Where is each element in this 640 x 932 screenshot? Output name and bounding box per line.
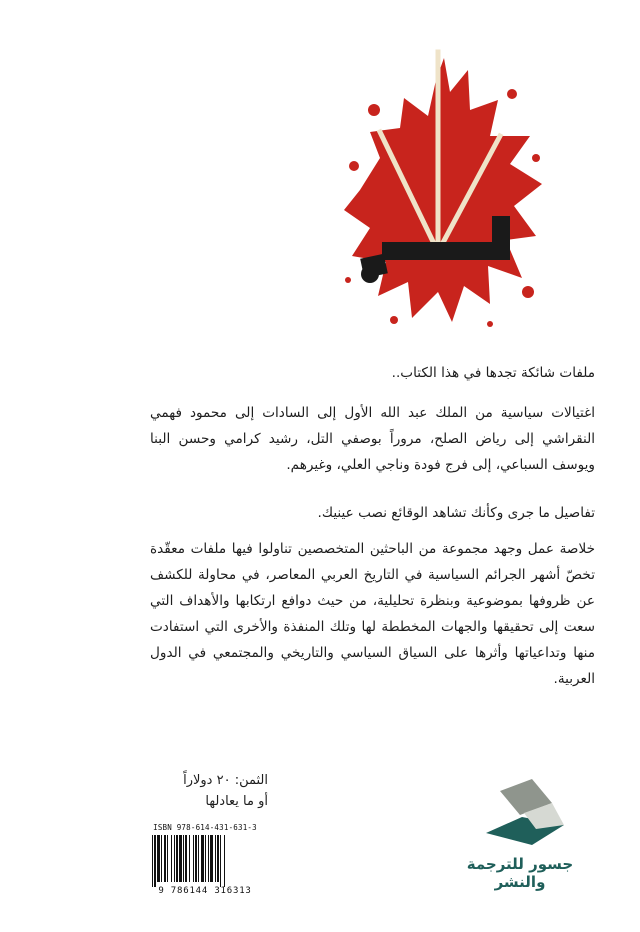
barcode-bar bbox=[201, 835, 204, 882]
barcode-bar bbox=[176, 835, 178, 882]
details-line: تفاصيل ما جرى وكأنك تشاهد الوقائع نصب عينيك. bbox=[317, 505, 595, 521]
barcode-bar bbox=[161, 835, 162, 882]
barcode-bar bbox=[198, 835, 199, 882]
price-line: الثمن: ٢٠ دولاراً bbox=[183, 773, 268, 788]
barcode-bar bbox=[210, 835, 213, 882]
barcode-bar bbox=[183, 835, 184, 882]
blood-splatter-illustration bbox=[340, 40, 550, 340]
barcode-bar bbox=[205, 835, 206, 882]
blood-splatter bbox=[344, 58, 542, 327]
publisher-name: جسور للترجمة والنشر bbox=[466, 855, 574, 891]
isbn-barcode bbox=[150, 823, 260, 899]
barcode-bar bbox=[224, 835, 225, 887]
price-equivalent-line: أو ما يعادلها bbox=[205, 794, 268, 809]
barcode-bar bbox=[174, 835, 175, 882]
barcode-bar bbox=[193, 835, 194, 882]
publisher-logo-icon bbox=[478, 775, 570, 853]
barcode-bar bbox=[164, 835, 166, 882]
assassinations-paragraph: اغتيالات سياسية من الملك عبد الله الأول إلى السادات إلى محمود فهمي النقراشي إلى رياض الصلح، مروراً بوصفي التل، رشيد كرامي وحسن البنا ويوسف السباعي، إلى فرج فودة وناجي العلي، وغيرهم. bbox=[150, 405, 595, 473]
barcode-bar bbox=[217, 835, 219, 882]
barcode-bar bbox=[171, 835, 172, 882]
barcode-bars bbox=[150, 835, 260, 887]
barcode-bar bbox=[167, 835, 168, 882]
barcode-bar bbox=[154, 835, 156, 887]
summary-paragraph: خلاصة عمل وجهد مجموعة من الباحثين المتخصصين تناولوا فيها ملفات معقّدة تخصّ أشهر الجرائم السياسية في التاريخ العربي المعاصر، في محاولة للكشف عن ظروفها بموضوعية وبنظرة تحليلية، من حيث دوافع ارتكابها والأهداف التي سعت إلى تحقيقها والجهات المخططة لها وتلك المنفذة والأخرى التي استفادت منها وتداعياتها وأثرها على السياق السياسي والتاريخي والمجتمعي في الدول العربية. bbox=[150, 541, 595, 687]
barcode-bar bbox=[185, 835, 187, 882]
intro-line: ملفات شائكة تجدها في هذا الكتاب.. bbox=[391, 365, 595, 381]
barcode-bar bbox=[152, 835, 153, 887]
barcode-bar bbox=[179, 835, 182, 882]
barcode-bar bbox=[189, 835, 190, 882]
price-block bbox=[158, 770, 268, 812]
barcode-bar bbox=[157, 835, 160, 882]
isbn-number: ISBN 978-614-431-631-3 bbox=[153, 823, 257, 832]
barcode-bar bbox=[220, 835, 221, 887]
barcode-bar bbox=[195, 835, 197, 882]
barcode-bar bbox=[215, 835, 216, 882]
barcode-digits: 9 786144 316313 bbox=[158, 886, 252, 896]
barcode-bar bbox=[208, 835, 209, 882]
